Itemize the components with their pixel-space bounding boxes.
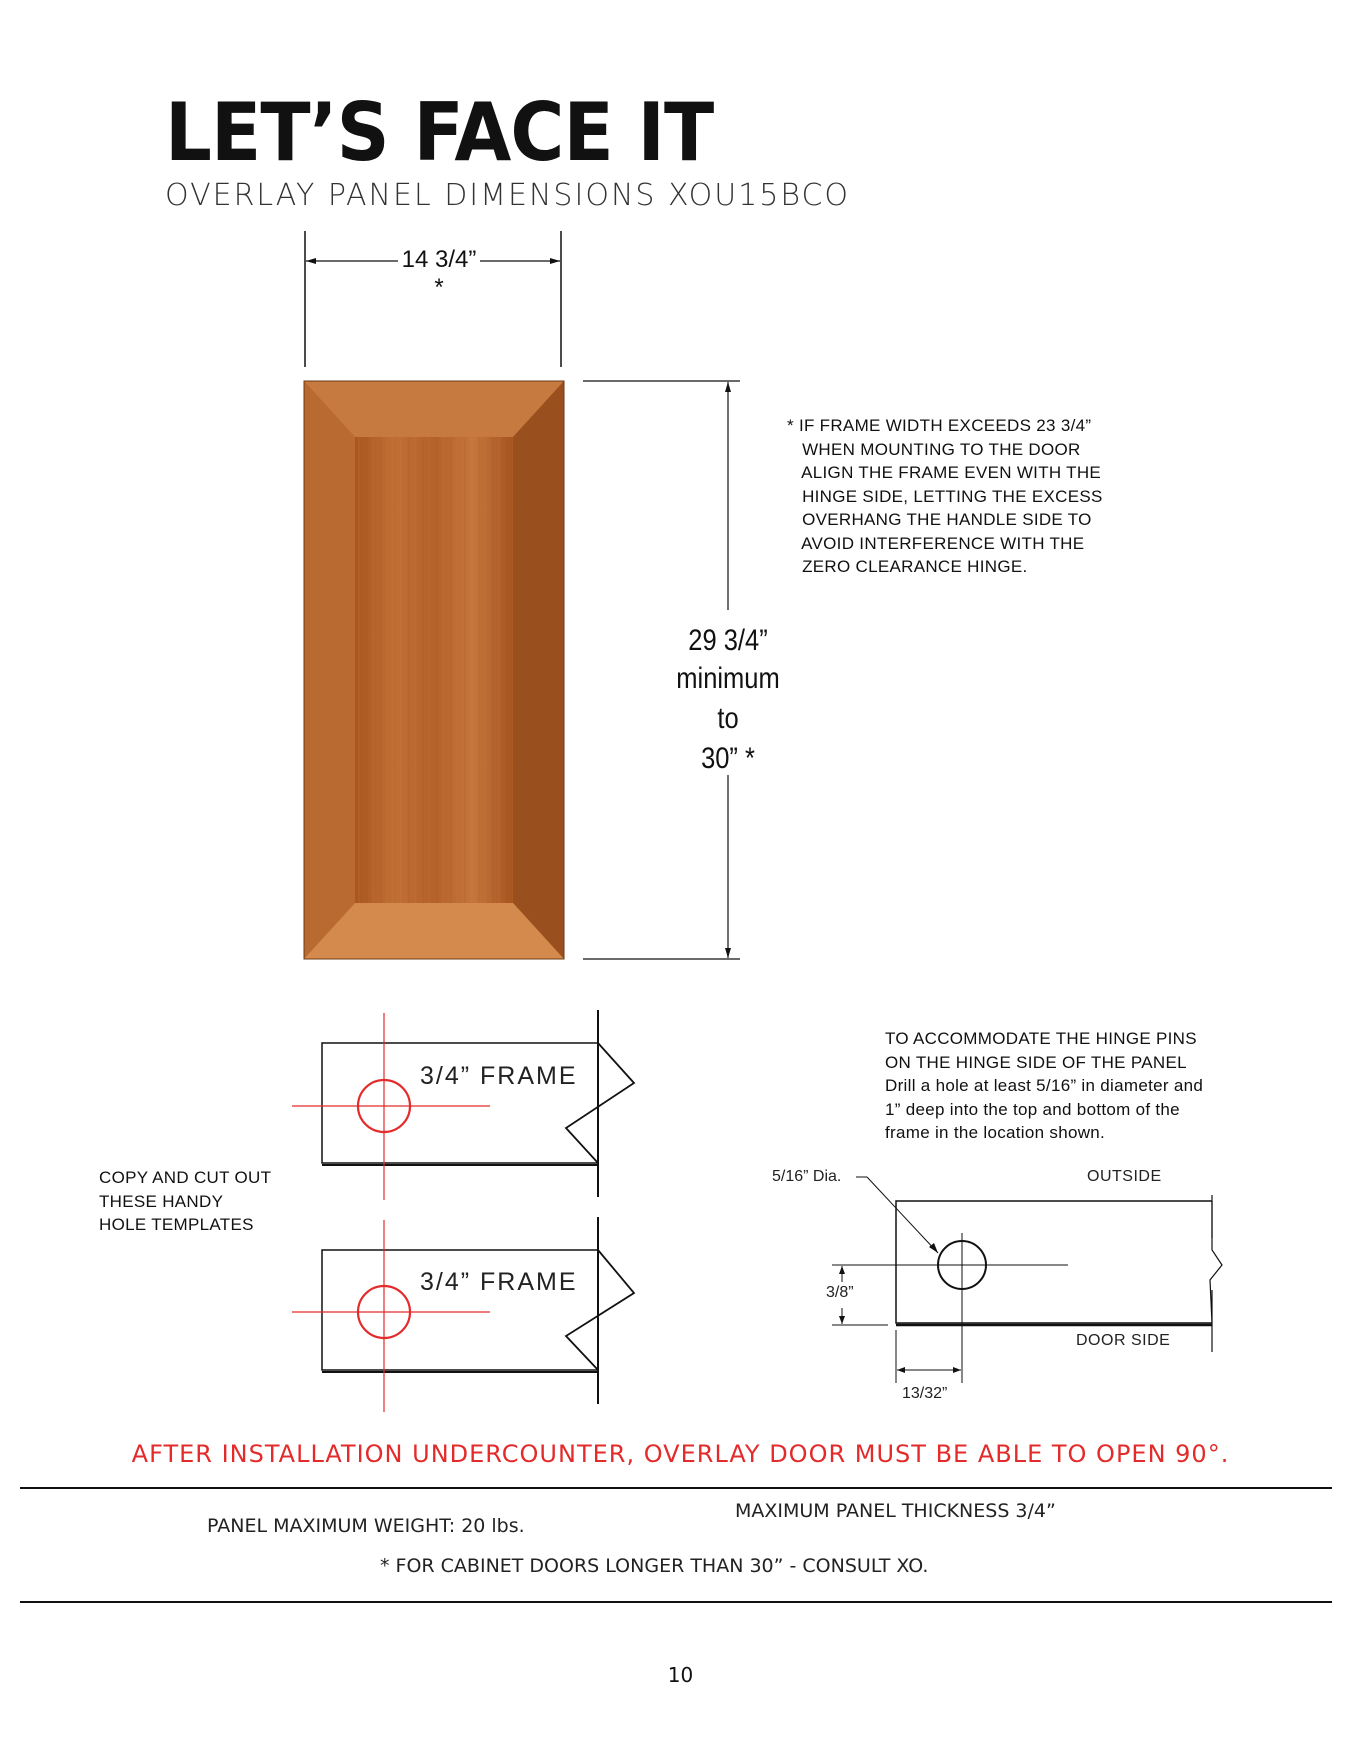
- hinge-hole-detail: [832, 1177, 1222, 1383]
- divider-top: [20, 1487, 1332, 1489]
- template-instruction: COPY AND CUT OUT THESE HANDY HOLE TEMPLATES: [99, 1168, 272, 1234]
- height-label-line4: 30” *: [701, 742, 755, 775]
- consult-note: * FOR CABINET DOORS LONGER THAN 30” - CONSULT XO.: [380, 1555, 929, 1577]
- horizontal-offset-label: 13/32”: [902, 1385, 948, 1402]
- door-side-label: DOOR SIDE: [1076, 1332, 1171, 1349]
- hole-template-top: [292, 1010, 634, 1200]
- frame-label-bottom: 3/4” FRAME: [420, 1268, 578, 1296]
- outside-label: OUTSIDE: [1087, 1168, 1162, 1185]
- page-subtitle: OVERLAY PANEL DIMENSIONS XOU15BCO: [165, 178, 851, 213]
- height-label-line3: to: [717, 702, 739, 735]
- vertical-offset-label: 3/8”: [826, 1284, 854, 1301]
- width-label: 14 3/4” *: [401, 246, 477, 301]
- height-label: [660, 622, 796, 778]
- max-weight: PANEL MAXIMUM WEIGHT: 20 lbs.: [207, 1515, 525, 1537]
- opening-warning: AFTER INSTALLATION UNDERCOUNTER, OVERLAY DOOR MUST BE ABLE TO OPEN 90°.: [131, 1440, 1230, 1468]
- hinge-pin-note: TO ACCOMMODATE THE HINGE PINS ON THE HINGE SIDE OF THE PANEL Drill a hole at least 5/16” in diameter and 1” deep into the top and bottom of the frame in the location shown.: [885, 1029, 1204, 1142]
- max-thickness: MAXIMUM PANEL THICKNESS 3/4”: [735, 1500, 1056, 1522]
- height-label-line1: 29 3/4”: [688, 624, 768, 657]
- divider-bottom: [20, 1601, 1332, 1603]
- height-label-line2: minimum: [676, 662, 780, 695]
- hole-template-bottom: [292, 1217, 634, 1412]
- hole-diameter-label: 5/16” Dia.: [772, 1168, 842, 1185]
- frame-label-top: 3/4” FRAME: [420, 1062, 578, 1090]
- page-number: 10: [667, 1663, 694, 1687]
- overlay-panel-illustration: [304, 381, 564, 959]
- page-title: LET’S FACE IT: [165, 86, 714, 179]
- frame-width-note: * IF FRAME WIDTH EXCEEDS 23 3/4” WHEN MOUNTING TO THE DOOR ALIGN THE FRAME EVEN WITH THE HINGE SIDE, LETTING THE EXCESS OVERHANG THE HANDLE SIDE TO AVOID INTERFERENCE WITH THE ZERO CLEARANCE HINGE.: [787, 416, 1103, 576]
